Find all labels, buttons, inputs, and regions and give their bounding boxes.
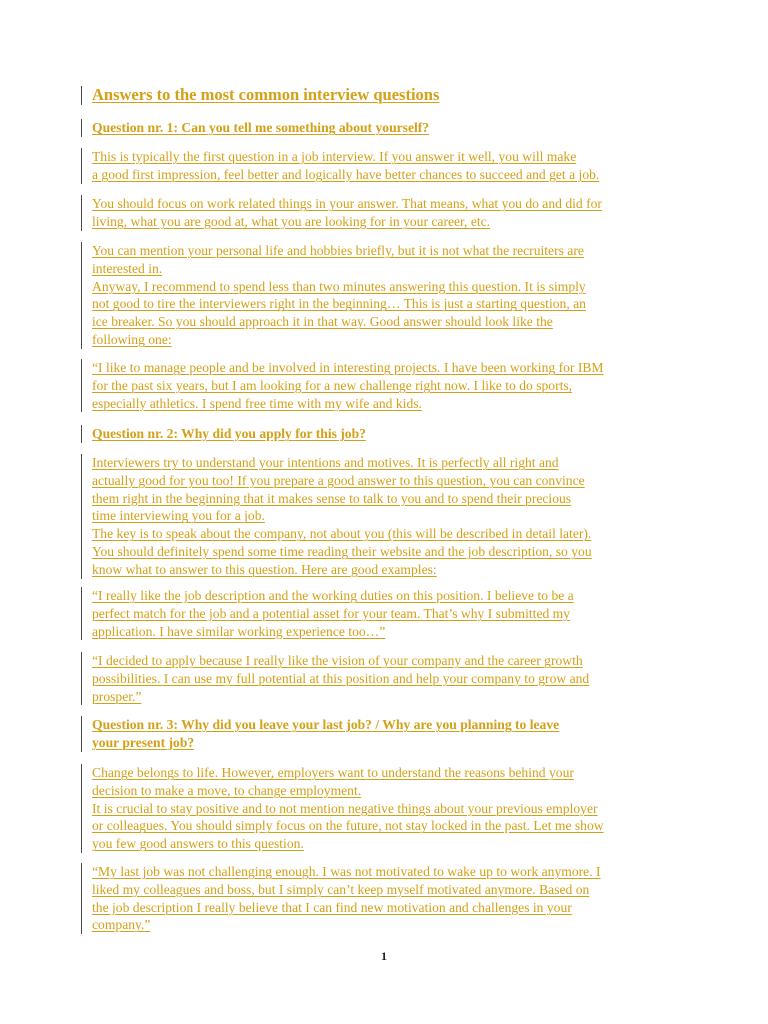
paragraph-line: You should focus on work related things in your answer. That means, what you do and did for	[92, 196, 602, 211]
question-1-text: Question nr. 1: Can you tell me something about yourself?	[92, 120, 430, 135]
paragraph-line: You should definitely spend some time reading their website and the job description, so you	[92, 543, 592, 559]
paragraph-line: “I like to manage people and be involved in interesting projects. I have been working for IBM	[92, 360, 604, 375]
paragraph-line: This is typically the first question in a job interview. If you answer it well, you will make	[92, 149, 577, 164]
question-2-heading	[81, 425, 366, 443]
paragraph-line: you few good answers to this question.	[92, 836, 304, 852]
paragraph-line: It is crucial to stay positive and to not mention negative things about your previous employer	[92, 800, 598, 816]
paragraph-line: time interviewing you for a job.	[92, 508, 265, 524]
paragraph-line: “I really like the job description and the working duties on this position. I believe to be a	[92, 588, 574, 603]
paragraph-line: decision to make a move, to change employment.	[92, 782, 362, 798]
quote-paragraph	[81, 863, 601, 934]
paragraph-line: liked my colleagues and boss, but I simply can’t keep myself motivated anymore. Based on	[92, 881, 590, 897]
page-number: 1	[381, 949, 387, 963]
paragraph	[81, 764, 604, 853]
paragraph-line: Anyway, I recommend to spend less than two minutes answering this question. It is simply	[92, 278, 586, 294]
paragraph-line: a good first impression, feel better and logically have better chances to succeed and get a job.	[92, 166, 600, 182]
paragraph	[81, 242, 586, 349]
paragraph-line: interested in.	[92, 260, 163, 276]
paragraph-line: “I decided to apply because I really like the vision of your company and the career growth	[92, 653, 583, 668]
quote-paragraph	[81, 359, 604, 412]
paragraph-line: Interviewers try to understand your intentions and motives. It is perfectly all right and	[92, 455, 559, 470]
paragraph-line: especially athletics. I spend free time with my wife and kids.	[92, 395, 422, 411]
page-title-text: Answers to the most common interview questions	[92, 85, 440, 104]
question-3-line: your present job?	[92, 734, 195, 750]
paragraph-line: them right in the beginning that it makes sense to talk to you and to spend their precious	[92, 490, 572, 506]
paragraph-line: perfect match for the job and a potential asset for your team. That’s why I submitted my	[92, 605, 571, 621]
question-3-heading	[81, 716, 559, 752]
paragraph-line: for the past six years, but I am looking for a new challenge right now. I like to do sports,	[92, 377, 573, 393]
paragraph	[81, 148, 599, 184]
paragraph-line: not good to tire the interviewers right in the beginning… This is just a starting question, an	[92, 296, 586, 312]
paragraph-line: living, what you are good at, what you are looking for in your career, etc.	[92, 213, 491, 229]
paragraph-line: know what to answer to this question. Here are good examples:	[92, 561, 437, 577]
paragraph-line: or colleagues. You should simply focus on the future, not stay locked in the past. Let me show	[92, 818, 604, 834]
question-1-heading	[81, 119, 429, 137]
paragraph-line: ice breaker. So you should approach it in that way. Good answer should look like the	[92, 314, 553, 330]
paragraph-line: Change belongs to life. However, employers want to understand the reasons behind your	[92, 765, 574, 780]
paragraph	[81, 195, 602, 231]
paragraph-line: following one:	[92, 331, 172, 347]
question-3-line: Question nr. 3: Why did you leave your last job? / Why are you planning to leave	[92, 717, 560, 732]
question-2-text: Question nr. 2: Why did you apply for this job?	[92, 426, 366, 441]
quote-paragraph	[81, 587, 574, 640]
paragraph-line: company.”	[92, 917, 151, 933]
paragraph-line: the job description I really believe that I can find new motivation and challenges in your	[92, 899, 572, 915]
paragraph	[81, 454, 592, 579]
paragraph-line: The key is to speak about the company, not about you (this will be described in detail later).	[92, 526, 592, 542]
paragraph-line: prosper.”	[92, 688, 142, 704]
paragraph-line: You can mention your personal life and hobbies briefly, but it is not what the recruiters are	[92, 243, 584, 258]
page-title	[81, 86, 439, 105]
paragraph-line: actually good for you too! If you prepare a good answer to this question, you can convince	[92, 472, 585, 488]
quote-paragraph	[81, 652, 589, 705]
paragraph-line: application. I have similar working experience too…”	[92, 623, 386, 639]
paragraph-line: possibilities. I can use my full potential at this position and help your company to grow and	[92, 670, 590, 686]
paragraph-line: “My last job was not challenging enough. I was not motivated to wake up to work anymore. I	[92, 864, 601, 879]
